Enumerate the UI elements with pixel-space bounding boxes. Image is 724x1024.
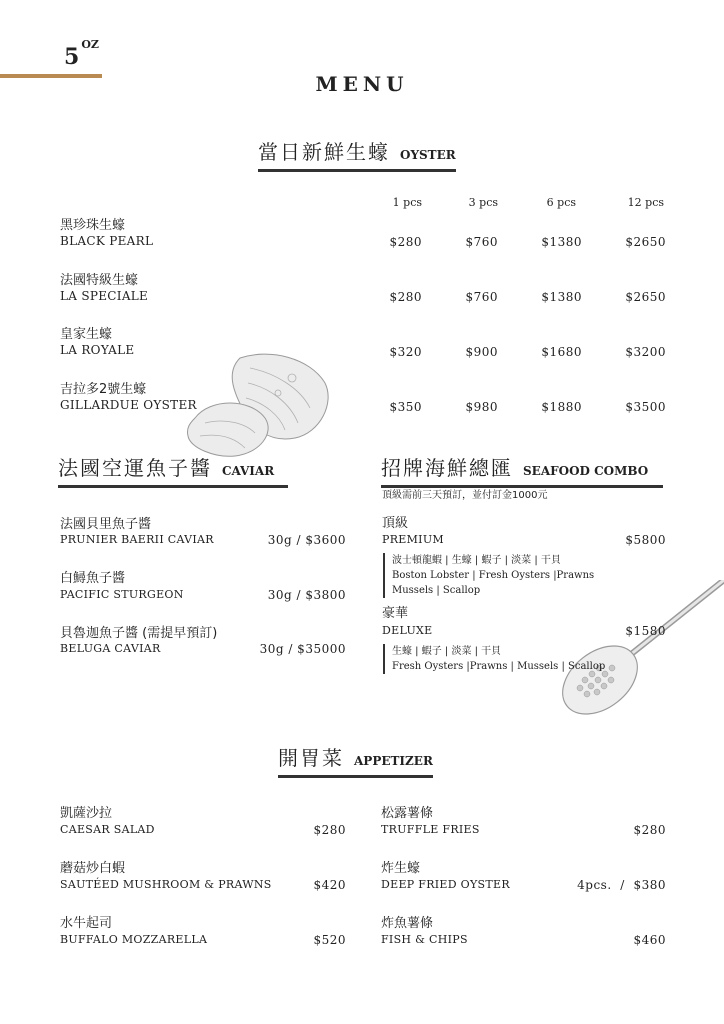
appetizer-item-zh: 炸生蠔 — [381, 861, 421, 876]
oyster-col-3pcs: 3 pcs — [468, 196, 498, 209]
oyster-price: $2650 — [625, 235, 666, 249]
seafood-item-en: DELUXE — [382, 624, 433, 637]
oyster-col-1pcs: 1 pcs — [392, 196, 422, 209]
seafood-contents — [383, 644, 605, 674]
seafood-item-zh: 頂級 — [382, 516, 409, 531]
caviar-price: 30g / $3600 — [267, 533, 346, 547]
seafood-title-en: SEAFOOD COMBO — [523, 464, 649, 478]
appetizer-item-zh: 凱薩沙拉 — [60, 806, 113, 821]
oyster-price: $1380 — [541, 290, 582, 304]
oyster-item-zh: 法國特級生蠔 — [60, 273, 139, 288]
seafood-section-header — [381, 452, 663, 488]
caviar-item-en: PACIFIC STURGEON — [60, 588, 184, 601]
appetizer-price: 4pcs. / $380 — [577, 878, 666, 892]
appetizer-item-en: SAUTÉED MUSHROOM & PRAWNS — [60, 878, 272, 891]
caviar-item-en: PRUNIER BAERII CAVIAR — [60, 533, 214, 546]
oyster-price: $3200 — [625, 345, 666, 359]
oyster-price: $280 — [389, 290, 422, 304]
appetizer-item-zh: 水牛起司 — [60, 916, 113, 931]
caviar-title-en: CAVIAR — [222, 464, 275, 478]
seafood-contents — [383, 553, 594, 598]
appetizer-title-zh: 開胃菜 — [278, 746, 344, 770]
seafood-item-zh: 豪華 — [382, 606, 409, 621]
seafood-price: $1580 — [625, 624, 666, 638]
seafood-contents-en: Boston Lobster | Fresh Oysters |Prawns — [392, 570, 595, 581]
oyster-price: $980 — [465, 400, 498, 414]
caviar-price: 30g / $35000 — [259, 642, 346, 656]
caviar-item-zh: 法國貝里魚子醬 — [60, 517, 152, 532]
oyster-price: $760 — [465, 290, 498, 304]
oyster-col-12pcs: 12 pcs — [627, 196, 664, 209]
appetizer-item-en: FISH & CHIPS — [381, 933, 468, 946]
oyster-item-zh: 黑珍珠生蠔 — [60, 218, 126, 233]
appetizer-price: $520 — [313, 933, 346, 947]
appetizer-item-en: DEEP FRIED OYSTER — [381, 878, 510, 891]
caviar-item-en: BELUGA CAVIAR — [60, 642, 161, 655]
caviar-section-header — [58, 452, 288, 488]
seafood-contents-zh: 波士頓龍蝦 | 生蠔 | 蝦子 | 淡菜 | 干貝 — [392, 555, 561, 566]
oyster-section-header — [258, 136, 456, 172]
oyster-price: $1880 — [541, 400, 582, 414]
caviar-item-zh: 貝魯迦魚子醬 (需提早預訂) — [60, 626, 218, 641]
oyster-item-en: LA SPECIALE — [60, 289, 149, 303]
caviar-title-zh: 法國空運魚子醬 — [58, 456, 212, 480]
brand-logo — [64, 37, 99, 70]
oyster-illustration — [180, 348, 340, 463]
oyster-item-en: LA ROYALE — [60, 343, 135, 357]
seafood-contents-zh: 生蠔 | 蝦子 | 淡菜 | 干貝 — [392, 646, 502, 657]
oyster-price: $320 — [389, 345, 422, 359]
seafood-item-en: PREMIUM — [382, 533, 444, 546]
oyster-price: $900 — [465, 345, 498, 359]
seafood-contents-en: Fresh Oysters |Prawns | Mussels | Scallop — [392, 661, 606, 672]
appetizer-price: $420 — [313, 878, 346, 892]
appetizer-item-en: BUFFALO MOZZARELLA — [60, 933, 208, 946]
seafood-note: 頂級需前三天預訂，並付訂金1000元 — [382, 490, 548, 501]
oyster-item-zh: 吉拉多2號生蠔 — [60, 382, 147, 397]
brand-logo-sup: OZ — [81, 37, 99, 51]
oyster-title-en: OYSTER — [400, 148, 456, 162]
appetizer-price: $280 — [313, 823, 346, 837]
oyster-price: $760 — [465, 235, 498, 249]
oyster-price: $1680 — [541, 345, 582, 359]
seafood-price: $5800 — [625, 533, 666, 547]
oyster-price: $280 — [389, 235, 422, 249]
appetizer-price: $460 — [633, 933, 666, 947]
brand-logo-main: 5 — [64, 44, 80, 70]
oyster-title-zh: 當日新鮮生蠔 — [258, 140, 390, 164]
oyster-item-en: BLACK PEARL — [60, 234, 154, 248]
appetizer-item-zh: 炸魚薯條 — [381, 916, 434, 931]
seafood-contents-en: Mussels | Scallop — [392, 585, 481, 596]
oyster-col-6pcs: 6 pcs — [546, 196, 576, 209]
appetizer-item-zh: 松露薯條 — [381, 806, 434, 821]
oyster-item-zh: 皇家生蠔 — [60, 327, 113, 342]
appetizer-item-en: TRUFFLE FRIES — [381, 823, 480, 836]
appetizer-price: $280 — [633, 823, 666, 837]
menu-title: MENU — [315, 72, 409, 96]
oyster-price: $2650 — [625, 290, 666, 304]
appetizer-section-header — [278, 742, 433, 778]
caviar-item-zh: 白鱘魚子醬 — [60, 571, 126, 586]
oyster-item-en: GILLARDUE OYSTER — [60, 398, 197, 412]
seafood-title-zh: 招牌海鮮總匯 — [381, 456, 513, 480]
appetizer-item-en: CAESAR SALAD — [60, 823, 155, 836]
oyster-price: $350 — [389, 400, 422, 414]
appetizer-title-en: APPETIZER — [354, 754, 433, 768]
oyster-price: $3500 — [625, 400, 666, 414]
oyster-price: $1380 — [541, 235, 582, 249]
caviar-price: 30g / $3800 — [267, 588, 346, 602]
appetizer-item-zh: 蘑菇炒白蝦 — [60, 861, 126, 876]
